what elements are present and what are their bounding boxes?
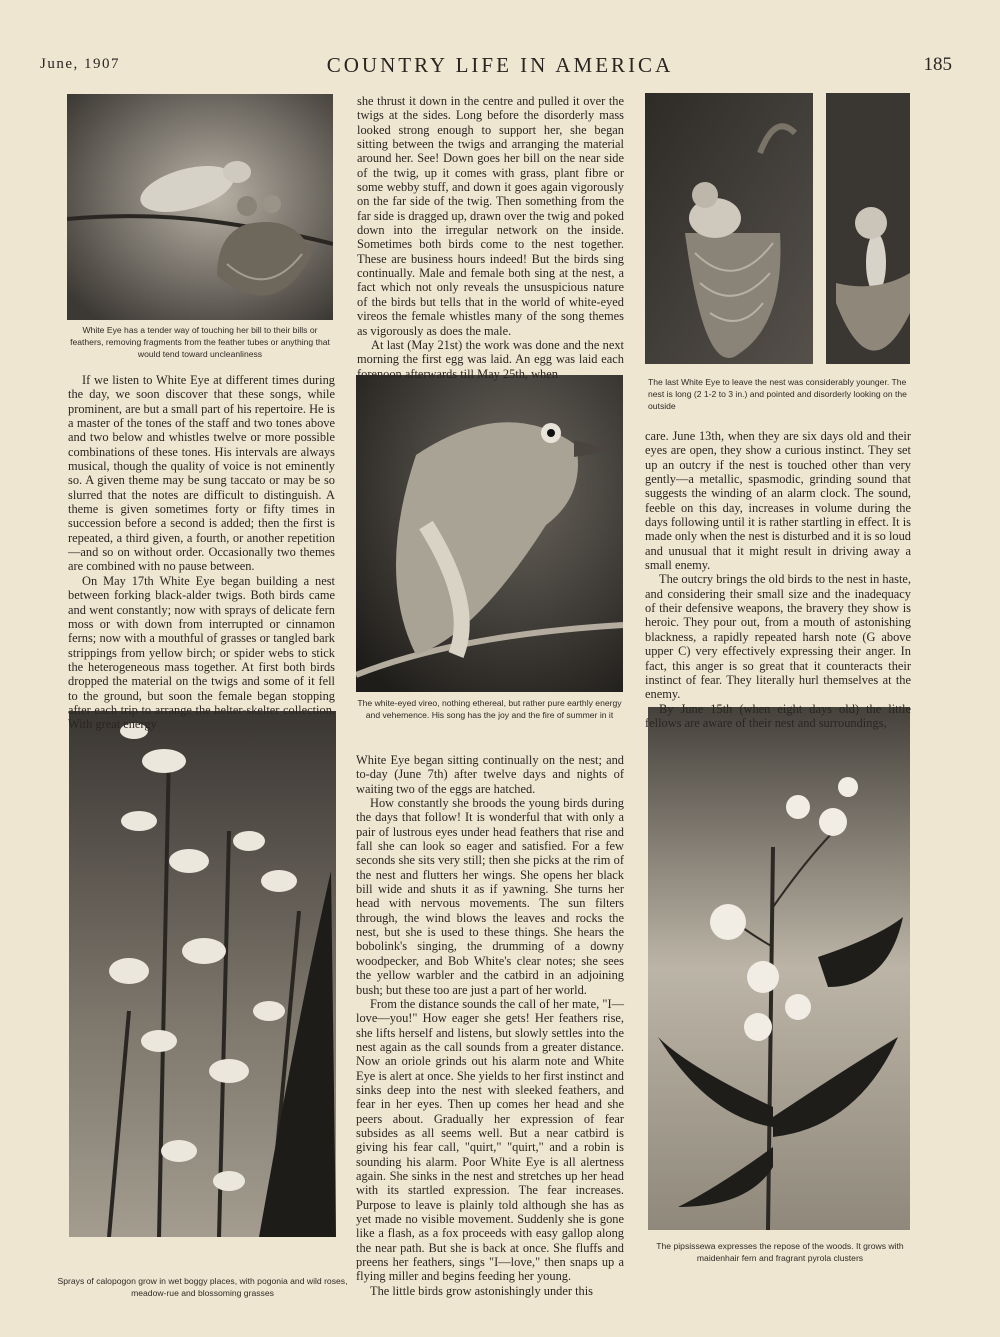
paragraph: she thrust it down in the centre and pulled it over the twigs at the sides. Long before the disorderly mass looked strong enough to support her, she began sitting between the twigs and arranging the material around her. See! Down goes her bill on the near side of the twig, up it comes with grass, plant fibre or some webby stuff, and down it goes again vigorously on the far side of the twig. Then something from the far side is dragged up, drawn over the twig and poked down into the irregular network on the inside. Sometimes both birds come to the nest together. These are business hours indeed! But the birds sing continually. Male and female both sing at the nest, a fact which not only reveals the unsuspicious nature of the birds but tells that in the world of white-eyed vireos the female whistles many of the song themes as vigorously as does the male. <box>357 94 624 338</box>
nestling-photo-left <box>645 93 813 364</box>
vireo-caption: The white-eyed vireo, nothing ethereal, but rather pure earthly energy and vehemence. His song has the joy and the fire of summer in it <box>357 698 622 720</box>
calopogon-caption: Sprays of calopogon grow in wet boggy places, with pogonia and wild roses, meadow-rue and blossoming grasses <box>57 1276 348 1298</box>
paragraph: At last (May 21st) the work was done and the next morning the first egg was laid. An egg was laid each forenoon afterwards till May 25th, when <box>357 337 624 381</box>
vireo-portrait-photo <box>356 375 623 692</box>
paragraph: care. June 13th, when they are six days old and their eyes are open, they show a curious instinct. They set up an outcry if the nest is touched other than very gently—a metallic, spasmodic, grinding sound that suggests the winding of an alarm clock. The sound, feeble on this day, increases in volume during the days following until it is rather startling in effect. It is made only when the nest is disturbed and it is so loud and unusual that it might result in driving away a small enemy. <box>645 429 911 573</box>
paragraph: How constantly she broods the young birds during the days that follow! It is wonderful that with only a pair of lustrous eyes under head feathers that rise and fall she can look so eager and satisfied. For a few seconds she sits very still; then she picks at the rim of the nest and flutters her wings. She opens her black bill wide and shuts it as if yawning. She turns her head with nervous movements. The sun filters through, the wind blows the leaves and rocks the nest, but she is used to these things. She hears the bobolink's singing, the drumming of a downy woodpecker, and Bob White's clear notes; she sees the yellow warbler and the catbird in an adjoining bush; but these too are just a part of her world. <box>356 796 624 997</box>
paragraph: White Eye began sitting continually on the nest; and to-day (June 7th) after twelve days and nights of waiting two of the eggs are hatched. <box>356 753 624 796</box>
calopogon-photo <box>69 711 336 1237</box>
paragraph: By June 15th (when eight days old) the little fellows are aware of their nest and surroundings, <box>645 701 911 730</box>
nestlings-caption: The last White Eye to leave the nest was considerably younger. The nest is long (2 1-2 to 3 in.) and pointed and disorderly looking on the outside <box>648 377 907 411</box>
paragraph: On May 17th White Eye began building a nest between forking black-alder twigs. Both birds came and went constantly; now with sprays of delicate fern moss or with down from interrupted or cinnamon ferns; now with a mouthful of grasses or tangled bark strippings from yellow birch; or spider webs to stick the heterogeneous mass together. At first both birds dropped the material on the twigs and some of it fell to the ground, but soon the female began stopping after each trip to arrange the helter-skelter collection. With great energy <box>68 573 335 732</box>
header-date: June, 1907 <box>40 56 120 72</box>
paragraph: If we listen to White Eye at different times during the day, we soon discover that these songs, while prominent, are but a small part of his repertoire. He is a master of the tones of the staff and two tones above and two below and whistles twelve or more possible combinations of these tones. His intervals are always musical, though the quality of voice is not eminently so. A given theme may be sung taccato or may be so slurred that the notes are difficult to distinguish. A theme is given sometimes forty or fifty times in succession before a second is added; then the first is repeated, a third given, a fourth, or another repetition—and so on without order. Occasionally two themes are combined with no pause between. <box>68 373 335 574</box>
magazine-title: COUNTRY LIFE IN AMERICA <box>326 53 674 77</box>
column-left <box>68 373 335 732</box>
paragraph: From the distance sounds the call of her mate, "I—love—you!" How eager she gets! Her feathers rise, she lifts herself and listens, but slowly settles into the nest again as the call sounds from a greater distance. Now an oriole grinds out his alarm note and White Eye is alert at once. She yields to her first instinct and sinks deep into the nest with sleeked feathers, and fear in her eyes. Then up comes her head and she peers about. Gradually her expression of fear subsides as all seems well. But a near catbird is giving his fear call, "quirt," "quirt," and a robin is sounding his alarm. Poor White Eye is all alertness again. She sinks in the nest and stretches up her head with its startled expression. The fear increases. Purpose to leave is plainly told although she has as yet made no visible movement. Suddenly she is gone like a flash, as a fox proceeds with easy gallop along the near path. But she is back at once. She fluffs and preens her feathers, sings "I—love," then snaps up a flying miller and begins feeding her young. <box>356 996 624 1284</box>
nestling-photo-right <box>826 93 910 364</box>
column-right <box>645 429 911 730</box>
paragraph: The little birds grow astonishingly under this <box>370 1283 594 1298</box>
page-number: 185 <box>923 54 952 75</box>
paragraph: The outcry brings the old birds to the nest in haste, and considering their small size and the inadequacy of their defensive weapons, the bravery they show is heroic. They pour out, from a mouth of astonishing blackness, a rapidly repeated harsh note (G above upper C) very effectively expressing their anger. In fact, this anger is so great that it counteracts their instinct of fear. They literally hurl themselves at the enemy. <box>645 572 911 702</box>
pipsissewa-caption: The pipsissewa expresses the repose of the woods. It grows with maidenhair fern and fragrant pyrola clusters <box>656 1241 904 1263</box>
column-middle-bottom <box>356 753 624 1298</box>
column-middle-top <box>357 94 624 381</box>
bird-feeding-photo <box>67 94 333 320</box>
bird-feeding-caption: White Eye has a tender way of touching her bill to their bills or feathers, removing fragments from the feather tubes or anything that would tend toward uncleanliness <box>70 325 330 359</box>
pipsissewa-photo <box>648 707 910 1230</box>
